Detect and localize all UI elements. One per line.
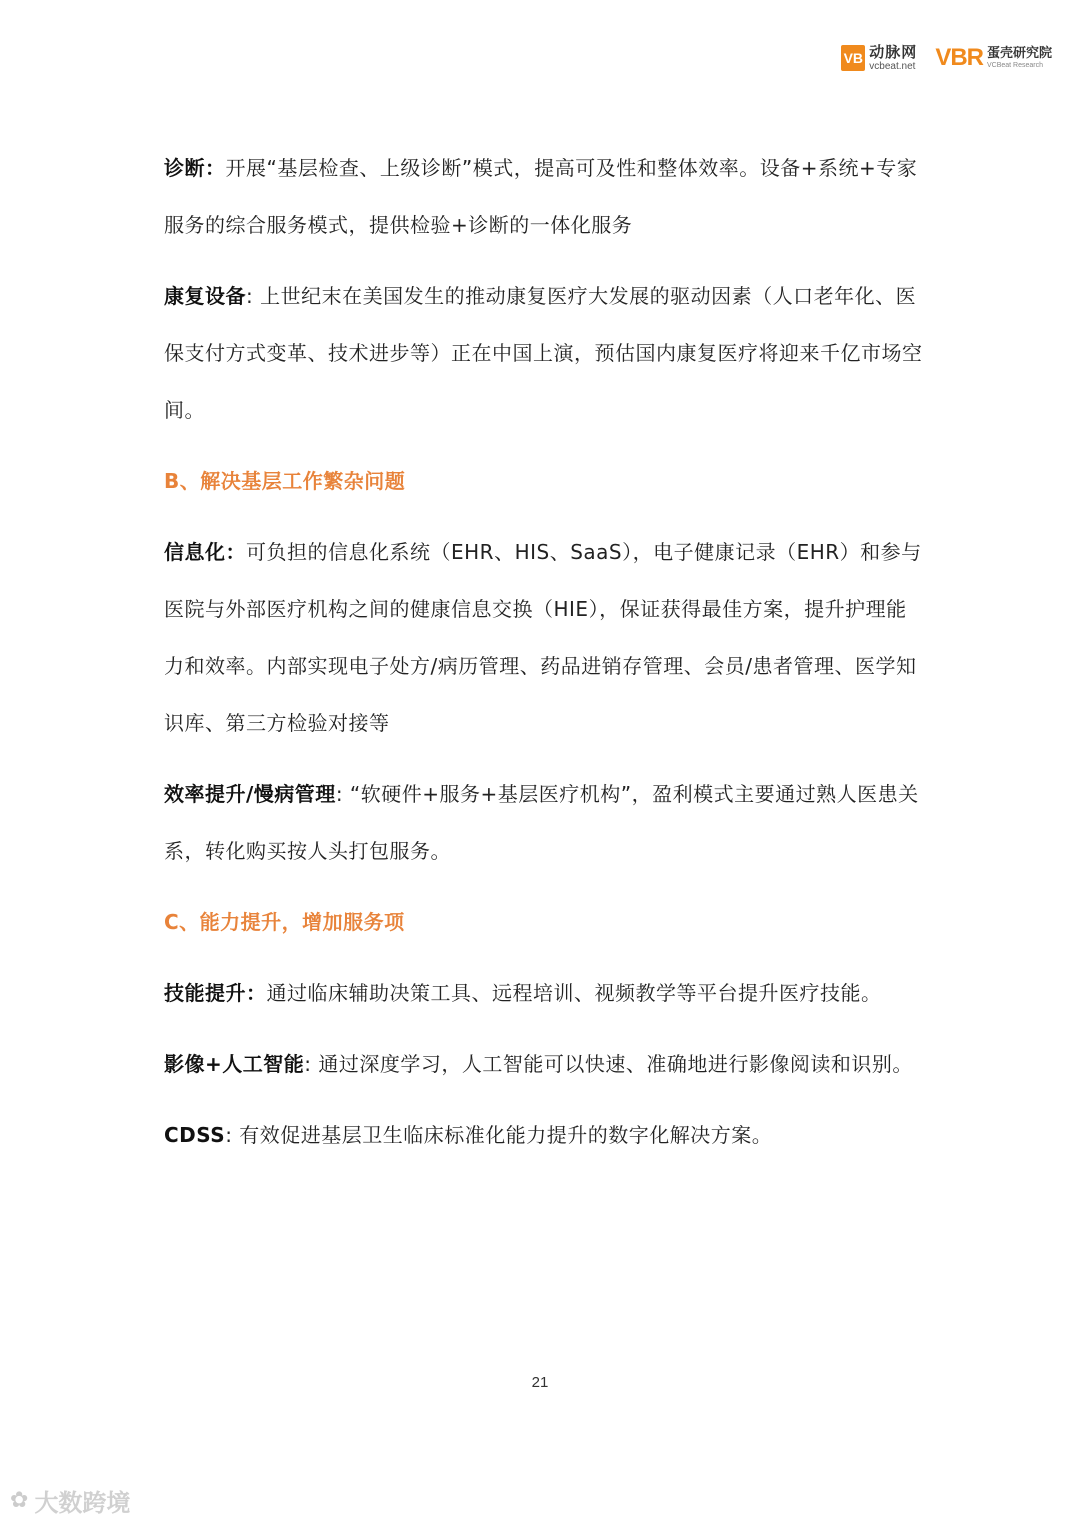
paragraph-text: : 通过深度学习，人工智能可以快速、准确地进行影像阅读和识别。 <box>304 1052 913 1076</box>
term-label: 诊断： <box>164 156 226 180</box>
paragraph-cdss <box>164 1107 924 1164</box>
paragraph-text: : 有效促进基层卫生临床标准化能力提升的数字化解决方案。 <box>225 1123 773 1147</box>
paragraph-efficiency <box>164 766 924 880</box>
vcbeat-logo-mark: VB <box>841 45 865 71</box>
watermark-text: 大数跨境 <box>34 1489 131 1517</box>
paragraph-rehab-equipment <box>164 268 924 439</box>
vbr-logo-en: VCBeat Research <box>986 62 1044 69</box>
section-heading-c: C、能力提升，增加服务项 <box>164 910 405 934</box>
paragraph-text: 通过临床辅助决策工具、远程培训、视频教学等平台提升医疗技能。 <box>266 981 882 1005</box>
paragraph-informatization <box>164 524 924 752</box>
paragraph-text: : 上世纪末在美国发生的推动康复医疗大发展的驱动因素（人口老年化、医保支付方式变革、技术进步等）正在中国上演，预估国内康复医疗将迎来千亿市场空间。 <box>164 284 923 422</box>
term-label: 影像+人工智能 <box>164 1052 305 1076</box>
paragraph-diagnosis <box>164 140 924 254</box>
watermark-logo-icon: ✿ <box>10 1488 29 1513</box>
paragraph-text: 开展“基层检查、上级诊断”模式，提高可及性和整体效率。设备+系统+专家服务的综合服务模式，提供检验+诊断的一体化服务 <box>164 156 918 237</box>
paragraph-text: : “软硬件+服务+基层医疗机构”，盈利模式主要通过熟人医患关系，转化购买按人头打包服务。 <box>164 782 919 863</box>
vcbeat-logo-text <box>869 42 918 72</box>
term-label: 信息化： <box>164 540 246 564</box>
term-label: CDSS <box>164 1123 226 1147</box>
vcbeat-logo <box>841 42 918 72</box>
paragraph-text: 可负担的信息化系统（EHR、HIS、SaaS），电子健康记录（EHR）和参与医院与外部医疗机构之间的健康信息交换（HIE），保证获得最佳方案，提升护理能力和效率。内部实现电子处方/病历管理、药品进销存管理、会员/患者管理、医学知识库、第三方检验对接等 <box>164 540 922 735</box>
vcbeat-logo-cn: 动脉网 <box>869 42 918 61</box>
term-label: 康复设备 <box>164 284 246 308</box>
watermark <box>10 1483 130 1518</box>
document-body <box>164 140 924 1178</box>
term-label: 技能提升： <box>164 981 267 1005</box>
header-logos <box>841 44 1052 72</box>
vcbeat-logo-url: vcbeat.net <box>869 60 916 72</box>
term-label: 效率提升/慢病管理 <box>164 782 336 806</box>
page-number: 21 <box>531 1374 549 1391</box>
vbr-logo <box>935 44 1052 72</box>
vbr-logo-cn: 蛋壳研究院 <box>986 46 1052 61</box>
paragraph-skills <box>164 965 924 1022</box>
vbr-logo-mark: VBR <box>935 44 983 71</box>
section-heading-b: B、解决基层工作繁杂问题 <box>164 469 406 493</box>
vbr-logo-text <box>987 47 1052 69</box>
paragraph-imaging-ai <box>164 1036 924 1093</box>
